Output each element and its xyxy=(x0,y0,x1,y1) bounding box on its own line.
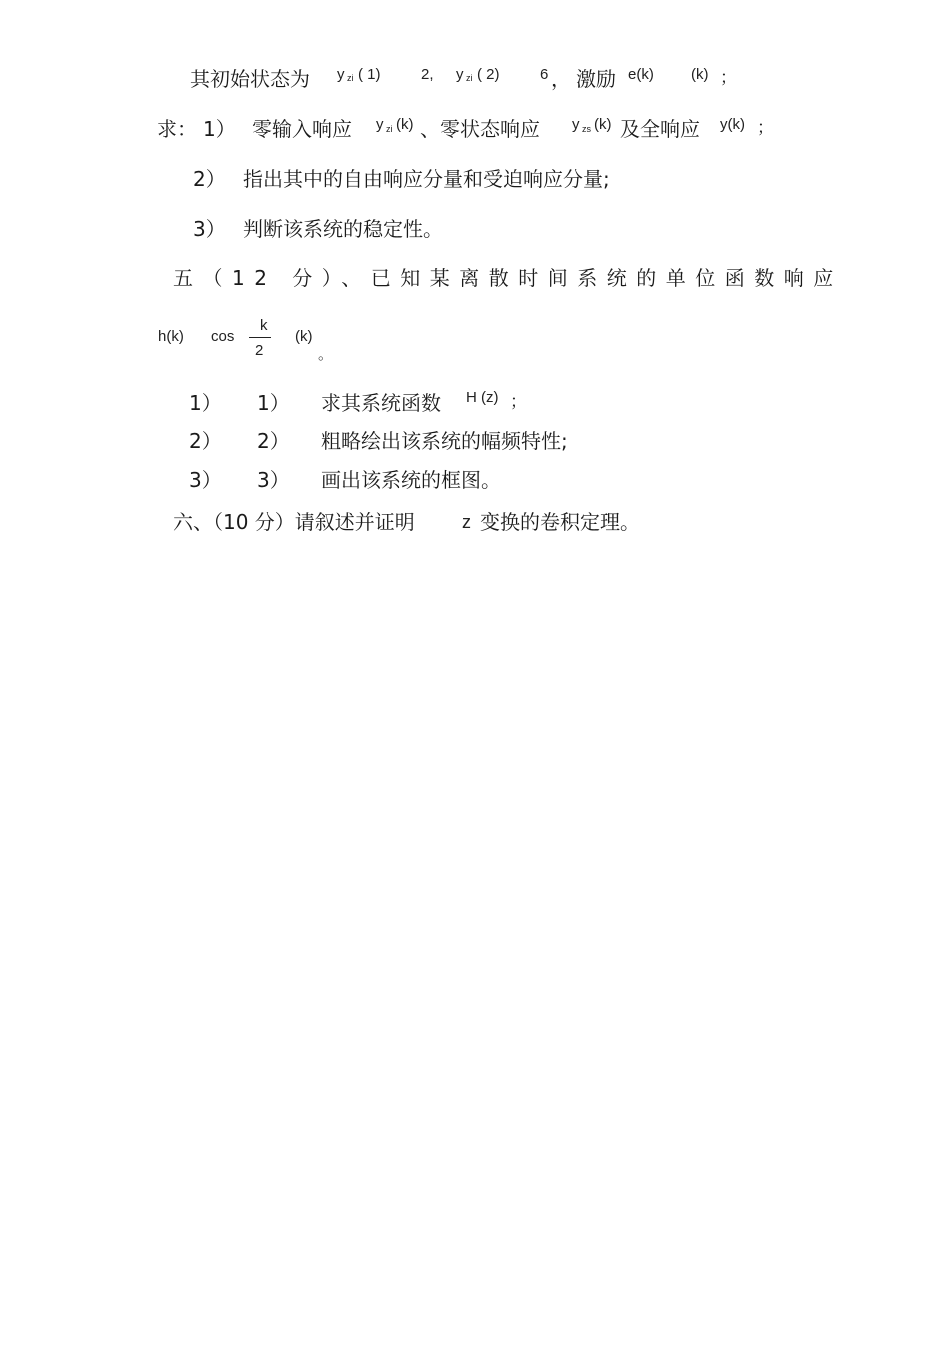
outer-number: 2） xyxy=(189,429,222,453)
item-number: 1） xyxy=(203,117,236,141)
z-symbol: z xyxy=(462,512,471,532)
step-function: (k) xyxy=(295,328,313,345)
period: 。 xyxy=(318,345,334,363)
item-number: 3） xyxy=(193,217,226,241)
yzi-value: 6 xyxy=(540,66,549,83)
item-text: 粗略绘出该系统的幅频特性; xyxy=(321,429,568,453)
comma: ， xyxy=(551,67,571,91)
cos-function: cos xyxy=(211,328,235,345)
item-text: 指出其中的自由响应分量和受迫响应分量; xyxy=(243,167,610,191)
item-number: 2） xyxy=(193,167,226,191)
q6-text: 六、（10 分）请叙述并证明 xyxy=(173,510,415,534)
hk-expression: h(k) xyxy=(158,328,184,345)
item-text: 判断该系统的稳定性。 xyxy=(243,217,443,241)
system-function-expression: H (z) xyxy=(466,389,499,406)
yzi-subscript: zi xyxy=(386,124,393,134)
yzi-symbol: y xyxy=(376,116,384,133)
outer-number: 3） xyxy=(189,468,222,492)
outer-number: 1） xyxy=(189,391,222,415)
inner-number: 3） xyxy=(257,468,290,492)
item-text: 画出该系统的框图。 xyxy=(321,468,501,492)
fraction-bar xyxy=(249,337,271,338)
semicolon: ； xyxy=(510,392,527,411)
fraction-denominator: 2 xyxy=(255,342,264,359)
inner-number: 2） xyxy=(257,429,290,453)
find-label: 求： xyxy=(157,117,197,141)
full-response-text: 及全响应 xyxy=(620,117,700,141)
zero-input-response-text: 零输入响应 xyxy=(252,117,352,141)
semicolon: ； xyxy=(720,68,737,87)
item-text: 求其系统函数 xyxy=(321,391,441,415)
yzi-subscript: zi xyxy=(347,73,354,83)
yzi-argument: (k) xyxy=(396,116,414,133)
yzi-argument: ( 1) xyxy=(358,66,381,83)
q5-header: 五（12 分）、已知某离散时间系统的单位函数响应 xyxy=(173,266,843,290)
semicolon: ； xyxy=(757,118,774,137)
excitation-rhs: (k) xyxy=(691,66,709,83)
inner-number: 1） xyxy=(257,391,290,415)
yzs-subscript: zs xyxy=(582,124,591,134)
full-response-expression: y(k) xyxy=(720,116,745,133)
yzs-symbol: y xyxy=(572,116,580,133)
yzi-symbol: y xyxy=(337,66,345,83)
q4-initial-state-text: 其初始状态为 xyxy=(190,67,310,91)
yzi-value: 2, xyxy=(421,66,434,83)
excitation-expression: e(k) xyxy=(628,66,654,83)
fraction-numerator: k xyxy=(260,317,268,334)
yzs-argument: (k) xyxy=(594,116,612,133)
yzi-subscript: zi xyxy=(466,73,473,83)
yzi-argument: ( 2) xyxy=(477,66,500,83)
zero-state-response-text: 、零状态响应 xyxy=(420,117,540,141)
yzi-symbol: y xyxy=(456,66,464,83)
excitation-text: 激励 xyxy=(576,67,616,91)
q6-text-tail: 变换的卷积定理。 xyxy=(480,510,640,534)
